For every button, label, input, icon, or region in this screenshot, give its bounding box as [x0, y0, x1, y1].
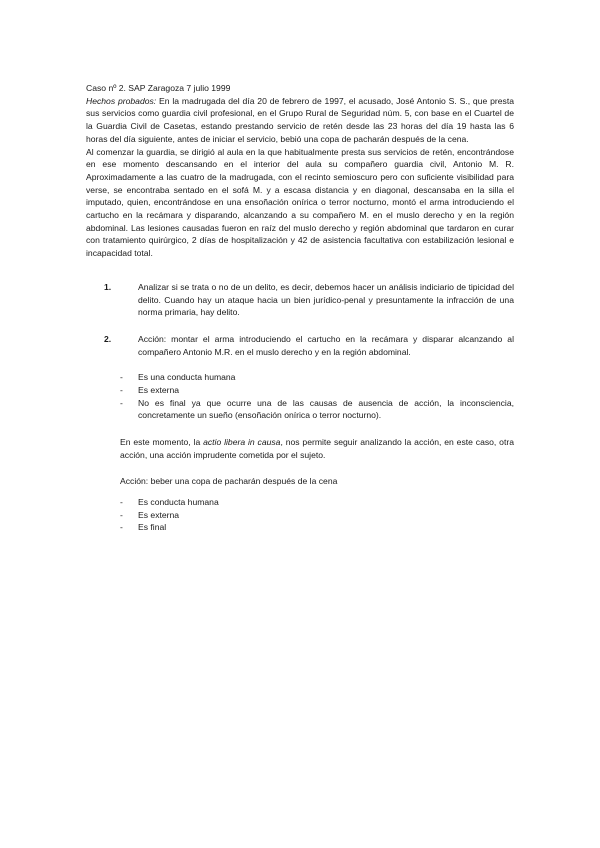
list-item: - Es externa	[120, 509, 180, 520]
second-action-bullets	[86, 496, 514, 534]
bullet-marker: -	[120, 509, 123, 520]
facts-label: Hechos probados:	[86, 95, 157, 106]
bullet-marker: -	[120, 397, 123, 408]
bullet-marker: -	[120, 385, 123, 396]
numbered-item-2	[86, 333, 514, 358]
facts-text-1: En la madrugada del día 20 de febrero de 1997, el acusado, José Antonio S. S., que presta sus servicios como guardia civil profesional, en el Grupo Rural de Seguridad núm. 5, con base en el Cuartel de la Guardia Civil de Casetas, estando prestando servicio de retén desde las 23 horas del día 19 hasta las 6 horas del día siguiente, antes de iniciar el servicio, bebió una copa de pacharán después de la cena.	[86, 95, 514, 144]
list-item: - No es final ya que ocurre una de las causas de ausencia de acción, la inconsciencia, concretamente un sueño (ensoñación onírica o terror nocturno).	[120, 397, 514, 421]
bullet-marker: -	[120, 522, 123, 533]
list-item: - Es externa	[120, 385, 180, 396]
list-item: - Es conducta humana	[120, 496, 219, 507]
latin-term: actio libera in causa	[203, 437, 281, 448]
case-title: Caso nº 2. SAP Zaragoza 7 julio 1999	[86, 83, 231, 93]
facts-paragraph-1	[86, 95, 514, 146]
item-text: Analizar si se trata o no de un delito, es decir, debemos hacer un análisis indiciario de tipicidad del delito. Cuando hay un ataque hacia un bien jurídico-penal y presuntamente la infracción de una norma primaria, hay delito.	[138, 281, 514, 318]
facts-paragraph-2: Al comenzar la guardia, se dirigió al aula en la que habitualmente presta sus servicios de retén, encontrándose en ese momento descansando en el interior del aula su compañero guardia civil, Antonio M. R. Aproximadamente a las cuatro de la madrugada, con el recinto semioscuro pero con suficiente visibilidad para verse, se encontraba sentado en el sofá M. y a escasa distancia y en diagonal, descansaba en la silla el imputado, quien, encontrándose en una ensoñación onírica o terror nocturno, montó el arma introduciendo el cartucho en la recámara y disparando, alcanzando a su compañero M. en el muslo derecho y en la región abdominal. Las lesiones causadas fueron en raíz del muslo derecho y región abdominal que tardaron en curar con tratamiento quirúrgico, 2 días de hospitalización y 42 de asistencia facultativa con estabilización lesional e incapacidad total.	[86, 146, 514, 259]
bullet-marker: -	[120, 372, 123, 383]
bullet-marker: -	[120, 496, 123, 507]
item-number: 2.	[104, 333, 112, 344]
second-action: Acción: beber una copa de pacharán después de la cena	[120, 475, 338, 486]
action-bullets	[86, 371, 514, 422]
actio-libera-paragraph: En este momento, la actio libera in causa, nos permite seguir analizando la acción, en este caso, otra acción, una acción imprudente cometida por el sujeto.	[120, 437, 514, 460]
item-text: Acción: montar el arma introduciendo el cartucho en la recámara y disparar alcanzando al compañero Antonio M.R. en el muslo derecho y en la región abdominal.	[138, 333, 514, 357]
item-number: 1.	[104, 281, 112, 292]
numbered-item-1	[86, 281, 514, 319]
list-item: - Es una conducta humana	[120, 372, 236, 383]
list-item: - Es final	[120, 522, 167, 533]
case-facts	[86, 95, 514, 260]
document-page	[86, 82, 514, 534]
